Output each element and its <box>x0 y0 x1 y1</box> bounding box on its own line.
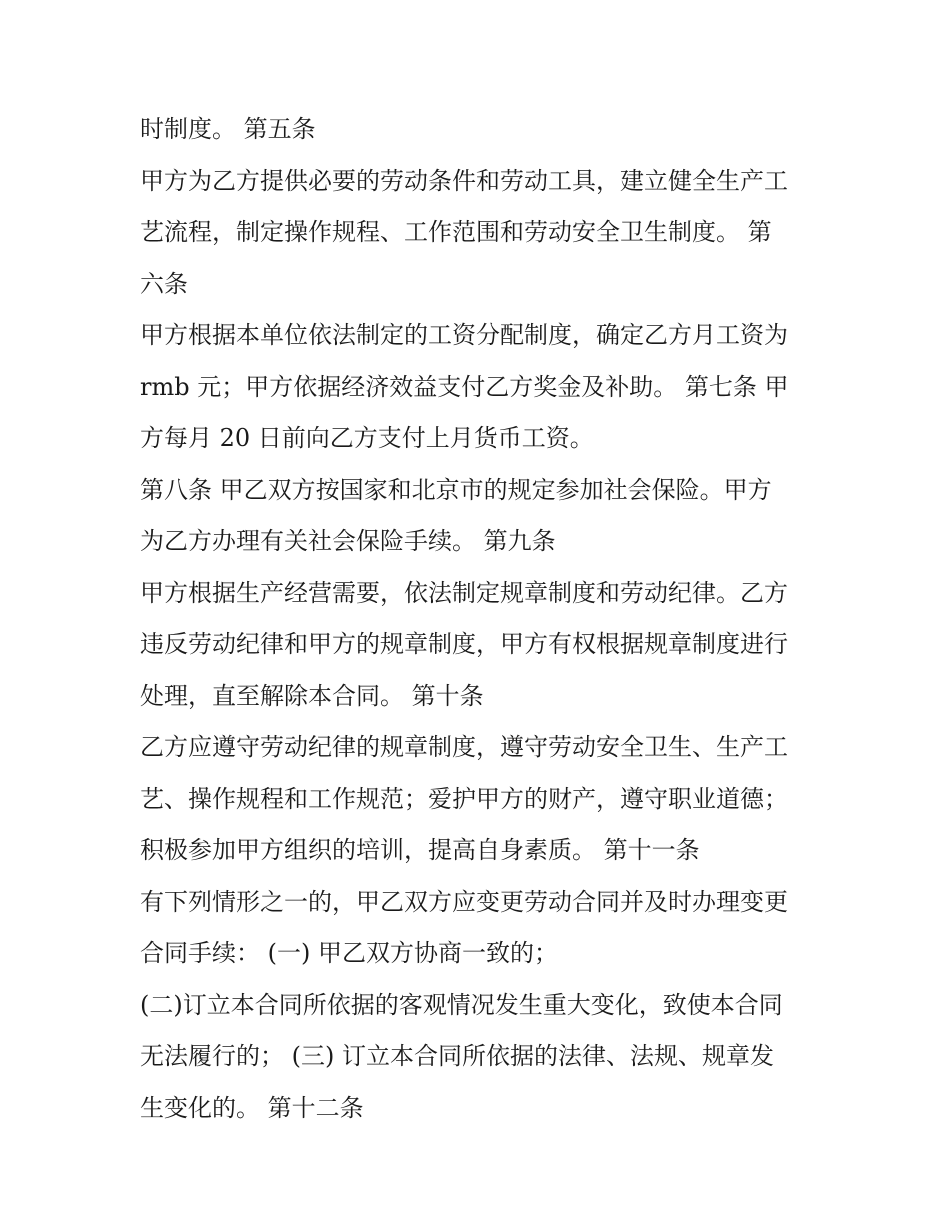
text-line: 乙方应遵守劳动纪律的规章制度，遵守劳动安全卫生、生产工 <box>140 733 788 761</box>
text-line: 艺流程，制定操作规程、工作范围和劳动安全卫生制度。 第 <box>140 218 772 246</box>
text-line: 第八条 甲乙双方按国家和北京市的规定参加社会保险。甲方 <box>140 475 772 504</box>
text-line: 处理，直至解除本合同。 第十条 <box>140 681 484 710</box>
text-line: 甲方根据本单位依法制定的工资分配制度，确定乙方月工资为 <box>140 321 788 349</box>
text-line: 方每月 20 日前向乙方支付上月货币工资。 <box>140 424 594 452</box>
text-line: 艺、操作规程和工作规范；爱护甲方的财产，遵守职业道德； <box>140 784 788 813</box>
text-line: 有下列情形之一的，甲乙双方应变更劳动合同并及时办理变更 <box>140 887 788 916</box>
text-line: 六条 <box>140 269 188 298</box>
text-line: 为乙方办理有关社会保险手续。 第九条 <box>140 527 556 555</box>
text-line: 生变化的。 第十二条 <box>140 1093 364 1122</box>
text-line: 甲方根据生产经营需要，依法制定规章制度和劳动纪律。乙方 <box>140 578 788 607</box>
text-line: 甲方为乙方提供必要的劳动条件和劳动工具，建立健全生产工 <box>140 166 788 195</box>
text-line: rmb 元；甲方依据经济效益支付乙方奖金及补助。 第七条 甲 <box>140 372 789 401</box>
contract-text <box>140 104 820 1134</box>
text-line: (二)订立本合同所依据的客观情况发生重大变化，致使本合同 <box>140 990 783 1019</box>
text-line: 时制度。 第五条 <box>140 115 316 143</box>
text-line: 积极参加甲方组织的培训，提高自身素质。 第十一条 <box>140 836 700 864</box>
text-line: 违反劳动纪律和甲方的规章制度，甲方有权根据规章制度进行 <box>140 630 788 658</box>
text-line: 无法履行的； (三) 订立本合同所依据的法律、法规、规章发 <box>140 1042 774 1070</box>
text-line: 合同手续： (一) 甲乙双方协商一致的； <box>140 939 558 967</box>
